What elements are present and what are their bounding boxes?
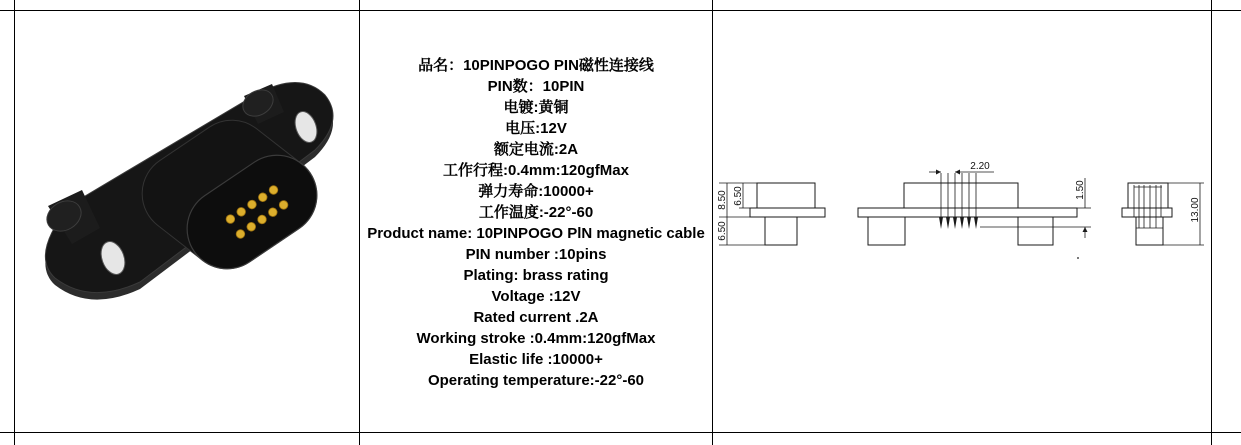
arrowhead bbox=[955, 170, 960, 175]
spec-pin-count-en: PIN number :10pins bbox=[465, 246, 607, 263]
side-view bbox=[858, 161, 1091, 259]
product-photo bbox=[15, 11, 359, 432]
arrowhead bbox=[936, 170, 941, 175]
technical-drawing-cell bbox=[713, 11, 1211, 432]
product-photo-cell bbox=[15, 11, 359, 432]
end-view-flange bbox=[1122, 208, 1172, 217]
technical-drawing bbox=[713, 11, 1211, 432]
end-view-bottom bbox=[1136, 217, 1163, 245]
front-view-bottom bbox=[765, 217, 797, 245]
dimension-label-pin-protrusion: 1.50 bbox=[1075, 180, 1086, 200]
specification-cell bbox=[360, 11, 712, 432]
spec-operating-temp-en: Operating temperature:-22°-60 bbox=[427, 372, 645, 389]
spec-elastic-life-en: Elastic life :10000+ bbox=[469, 351, 603, 368]
pin-tip bbox=[974, 217, 978, 229]
side-view-body bbox=[904, 183, 1018, 208]
specification-list bbox=[360, 55, 712, 391]
pin-tip bbox=[939, 217, 943, 229]
spec-rated-current-cn: 额定电流:2A bbox=[493, 141, 579, 158]
pin-tip bbox=[960, 217, 964, 229]
spec-elastic-life-cn: 弹力寿命:10000+ bbox=[478, 183, 594, 200]
spec-pin-count-cn: PIN数：10PIN bbox=[487, 78, 585, 95]
front-view bbox=[717, 183, 825, 245]
dimension-label-total-height: 8.50 bbox=[717, 190, 728, 210]
side-view-post-right bbox=[1018, 217, 1053, 245]
empty-cell bbox=[1212, 11, 1241, 432]
spec-operating-temp-cn: 工作温度:-22°-60 bbox=[478, 204, 594, 221]
spec-plating-en: Plating: brass rating bbox=[463, 267, 609, 284]
dimension-label-pin-pitch: 2.20 bbox=[970, 161, 990, 172]
front-view-body bbox=[757, 183, 815, 208]
spec-plating-cn: 电镀:黄铜 bbox=[503, 99, 569, 116]
spec-working-stroke-cn: 工作行程:0.4mm:120gfMax bbox=[443, 162, 629, 179]
dimension-label-overall-height: 13.00 bbox=[1190, 197, 1201, 223]
spec-rated-current-en: Rated current .2A bbox=[473, 309, 599, 326]
pin-tip bbox=[946, 217, 950, 229]
spec-working-stroke-en: Working stroke :0.4mm:120gfMax bbox=[416, 330, 656, 347]
spec-product-name-cn: 品名：10PINPOGO PIN磁性连接线 bbox=[418, 57, 654, 74]
table-bottom-border bbox=[0, 432, 1241, 433]
spec-voltage-en: Voltage :12V bbox=[491, 288, 581, 305]
end-view bbox=[1122, 183, 1204, 245]
arrowhead bbox=[1083, 227, 1088, 232]
pin-tip bbox=[967, 217, 971, 229]
dimension-label-bottom-height: 6.50 bbox=[717, 221, 728, 241]
spec-product-name-en: Product name: 10PINPOGO PlN magnetic cable bbox=[367, 225, 705, 242]
side-view-post-left bbox=[868, 217, 905, 245]
front-view-flange bbox=[750, 208, 825, 217]
side-view-flange bbox=[858, 208, 1077, 217]
pin-tip bbox=[953, 217, 957, 229]
dimension-label-body-height: 6.50 bbox=[733, 186, 744, 206]
reference-dot bbox=[1077, 257, 1079, 259]
spec-voltage-cn: 电压:12V bbox=[505, 120, 567, 137]
